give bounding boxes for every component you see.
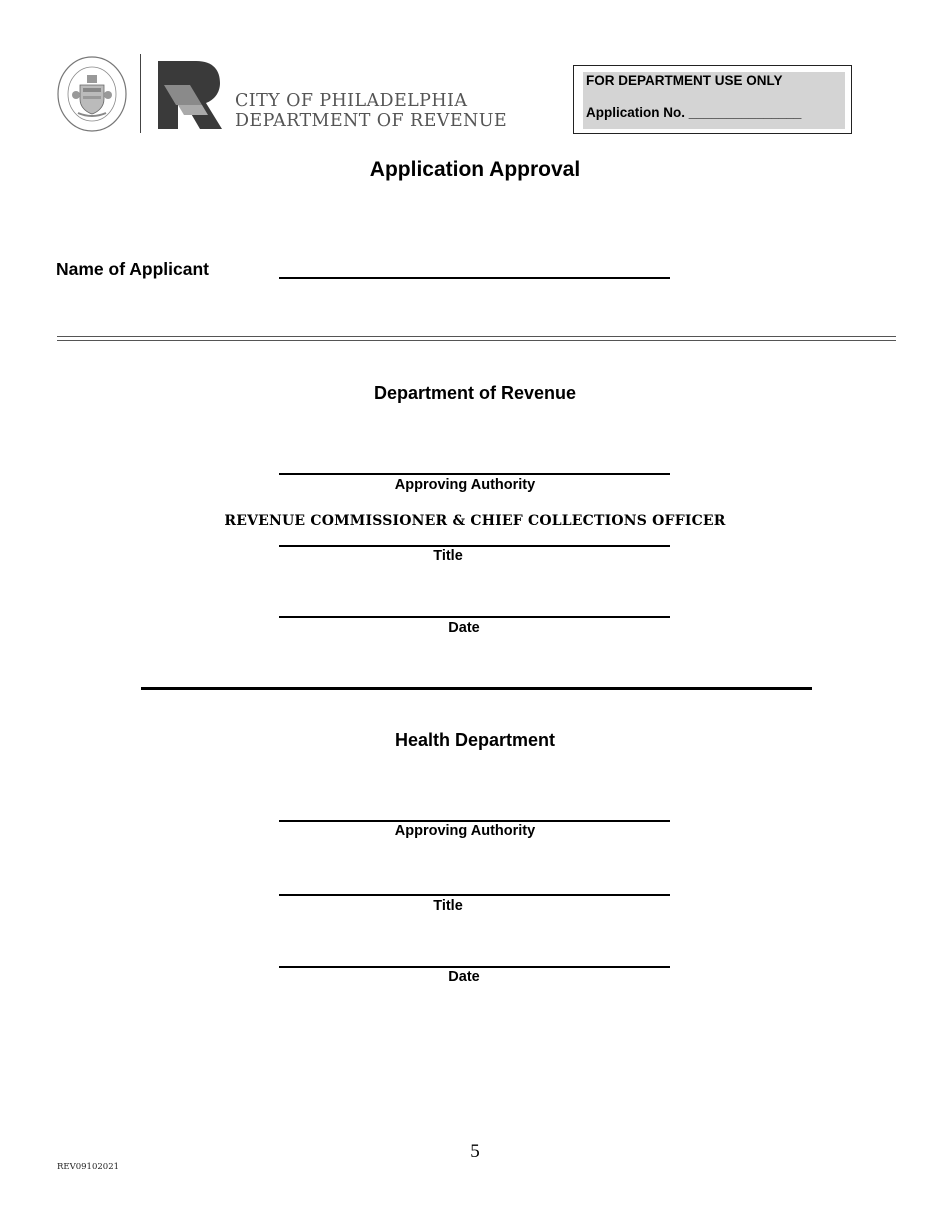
- revenue-date-line[interactable]: [279, 616, 670, 618]
- section-divider-bottom: [57, 340, 896, 341]
- logo-divider: [140, 54, 141, 133]
- city-seal: [56, 55, 128, 133]
- applicant-name-label: Name of Applicant: [56, 259, 209, 279]
- health-date-label: Date: [448, 969, 480, 985]
- page-number: 5: [470, 1141, 480, 1162]
- revenue-section-heading: Department of Revenue: [373, 383, 577, 403]
- health-section-heading: Health Department: [394, 730, 556, 750]
- health-title-line[interactable]: [279, 894, 670, 896]
- revenue-title-value: REVENUE COMMISSIONER & CHIEF COLLECTIONS OFFICER: [224, 513, 726, 529]
- revenue-title-label: Title: [433, 548, 463, 564]
- health-approving-authority-line[interactable]: [279, 820, 670, 822]
- revenue-title-line[interactable]: [279, 545, 670, 547]
- health-approving-authority-label: Approving Authority: [394, 823, 536, 839]
- page-title: Application Approval: [369, 158, 581, 181]
- revenue-date-label: Date: [448, 620, 480, 636]
- health-date-line[interactable]: [279, 966, 670, 968]
- org-name-line2: DEPARTMENT OF REVENUE: [235, 111, 508, 131]
- revenue-r-logo: [156, 61, 224, 129]
- form-code: REV09102021: [57, 1162, 120, 1172]
- revenue-approving-authority-label: Approving Authority: [394, 477, 536, 493]
- org-name-line1: CITY OF PHILADELPHIA: [235, 91, 468, 111]
- section-divider-top: [57, 336, 896, 337]
- applicant-name-line[interactable]: [279, 277, 670, 279]
- revenue-approving-authority-line[interactable]: [279, 473, 670, 475]
- health-title-label: Title: [433, 898, 463, 914]
- department-use-title: FOR DEPARTMENT USE ONLY: [586, 73, 783, 88]
- section-separator: [141, 687, 812, 690]
- application-number-field[interactable]: Application No. _______________: [586, 105, 802, 120]
